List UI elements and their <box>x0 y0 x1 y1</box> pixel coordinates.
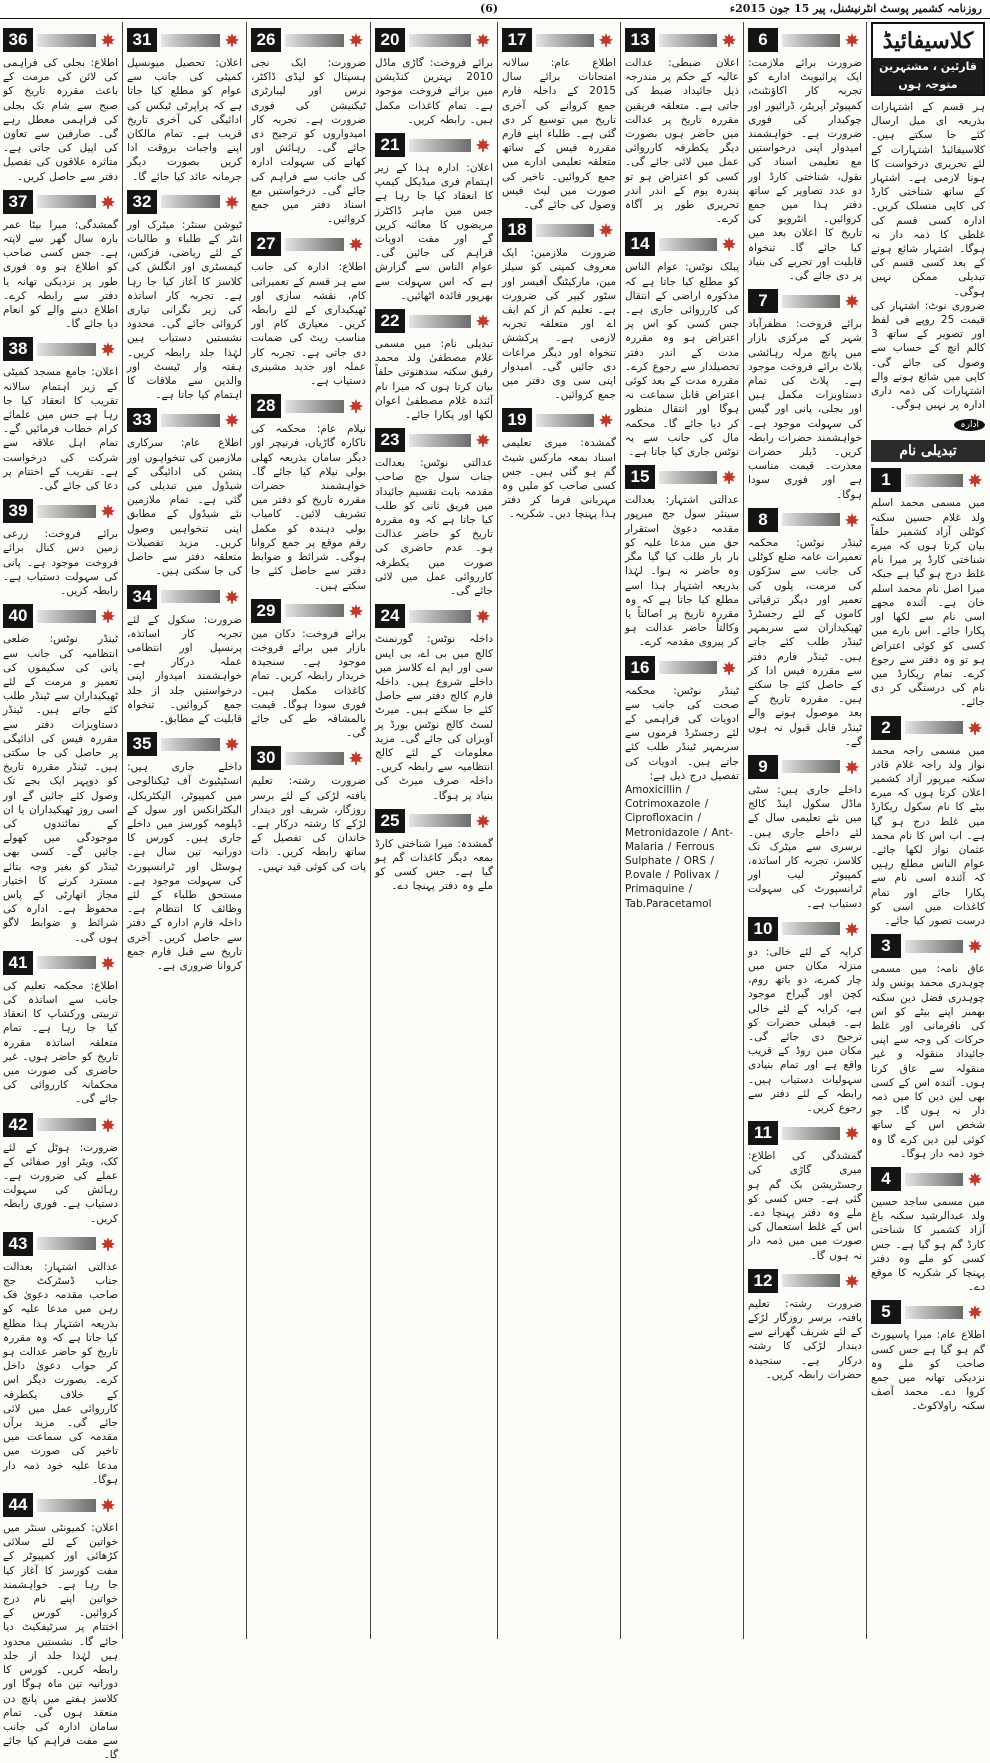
ad-number: 24 <box>375 604 405 628</box>
ad-header <box>871 1166 985 1192</box>
ad-header-bar <box>37 1499 96 1512</box>
ad-number: 44 <box>3 1493 33 1517</box>
ad-header <box>748 1120 862 1146</box>
ad-header <box>375 603 493 629</box>
ad-body: ضرورت رشتہ: تعلیم یافتہ لڑکی کے لئے برسر روزگار، شریف اور دیندار لڑکے کا رشتہ درکار ہے۔ خاندان کی تفصیل کے ساتھ رابطہ کریں۔ ذات پات کی کوئی قید نہیں۔ <box>251 775 366 873</box>
ad-header-bar <box>782 34 840 47</box>
ad-header-bar <box>37 1237 96 1250</box>
maple-leaf-icon <box>100 1117 116 1133</box>
maple-leaf-icon <box>844 293 860 309</box>
ad-header <box>127 584 242 610</box>
ad-header-bar <box>782 513 840 526</box>
ad-number: 7 <box>748 289 778 313</box>
maple-leaf-icon <box>475 432 491 448</box>
column-8 <box>0 22 121 1762</box>
ad-header-bar <box>161 738 220 751</box>
ads-list <box>3 27 118 1763</box>
ad-header-bar <box>905 1306 963 1319</box>
ad-body: عدالتی اشتہار: بعدالت جناب ڈسٹرکٹ جج صاحب مقدمہ دعویٰ فک رہن میں مدعا علیہ کو بذریعہ اشتہار ہذا مطلع کیا جاتا ہے کہ وہ مقررہ تاریخ کو حاضر عدالت ہو کر جواب دعویٰ داخل کرے۔ بصورت دیگر اس کے خلاف یکطرفہ کارروائی عمل میں لائی جائے گی۔ مزید برآں مقدمہ کی سماعت میں تاخیر کی صورت میں مدعا علیہ خود ذمہ دار ہوگا۔ <box>3 1260 118 1486</box>
ad-body: میں مسمی محمد اسلم ولد غلام حسین سکنہ کوٹلی آزاد کشمیر حلفاً بیان کرتا ہوں کہ میرے شناختی کارڈ پر میرا نام غلط درج ہو گیا ہے جبکہ میرا اصل نام محمد اسلم خان ہے۔ آئندہ مجھے اسی نام سے لکھا اور پکارا جائے۔ اس بارے میں کسی کو کوئی اعتراض ہو تو وہ دفتر سے رجوع کرے۔ تمام ریکارڈ میں نام کی درستگی کر دی جائے۔ <box>870 497 985 709</box>
ad-number: 43 <box>3 1232 33 1256</box>
maple-leaf-icon <box>844 1125 860 1141</box>
column-1 <box>868 22 988 1639</box>
ad-header-bar <box>536 34 594 47</box>
ad-body: نیلام عام: محکمہ کی ناکارہ گاڑیاں، فرنیچر اور دیگر سامان بذریعہ کھلی بولی نیلام کیا جائے گا۔ خواہشمند حضرات مقررہ تاریخ کو دفتر میں تشریف لائیں۔ کامیاب بولی دہندہ کو مکمل رقم موقع پر جمع کروانا ہوگی۔ شرائط و ضوابط دفتر سے حاصل کئے جا سکتے ہیں۔ <box>251 423 366 592</box>
ad-header-bar <box>536 224 594 237</box>
ad-body: عدالتی اشتہار: بعدالت سینئر سول جج میرپور مقدمہ دعویٰ استقرار حق میں مدعا علیہ کو بار بار طلب کیا گیا مگر وہ حاضر نہ ہوا۔ لہٰذا بذریعہ اشتہار ہذا اسے مطلع کیا جاتا ہے کہ وہ مقررہ تاریخ پر اصالتاً یا وکالتاً حاضر عدالت ہو کر پیروی مقدمہ کرے۔ <box>625 494 739 649</box>
maple-leaf-icon <box>475 313 491 329</box>
ad-number: 5 <box>871 1300 901 1324</box>
ad-number: 30 <box>251 746 281 770</box>
ad-header-bar <box>536 414 594 427</box>
maple-leaf-icon <box>100 194 116 210</box>
maple-leaf-icon <box>967 472 983 488</box>
ads-list <box>502 27 616 522</box>
ads-list <box>748 27 862 1382</box>
ad-header-bar <box>285 238 344 251</box>
maple-leaf-icon <box>224 412 240 428</box>
maple-leaf-icon <box>721 32 737 48</box>
ad-number: 32 <box>127 190 157 214</box>
issue-date: روزنامہ کشمیر پوسٹ انٹرنیشنل، پیر 15 جون 2015ء <box>729 2 982 15</box>
ad-header-bar <box>905 721 963 734</box>
ad-header-bar <box>782 1127 840 1140</box>
ad-header <box>3 1492 118 1518</box>
section-title: تبدیلی نام <box>871 440 985 462</box>
ad-body: اعلان ضبطی: عدالت عالیہ کے حکم پر مندرجہ ذیل جائیداد ضبط کی جاتی ہے۔ متعلقہ فریقین مقررہ تاریخ پر عدالت میں حاضر ہوں بصورت دیگر یکطرفہ کارروائی عمل میں لائی جائے گی۔ کسی کو اعتراض ہو تو پندرہ یوم کے اندر اندر تحریری طور پر آگاہ کرے۔ <box>625 57 739 226</box>
ad-header-bar <box>37 343 96 356</box>
maple-leaf-icon <box>348 603 364 619</box>
ad-number: 4 <box>871 1167 901 1191</box>
maple-leaf-icon <box>224 32 240 48</box>
maple-leaf-icon <box>100 955 116 971</box>
masthead <box>0 0 990 19</box>
ad-body: عاق نامہ: میں مسمی چوہدری محمد یونس ولد چوہدری فضل دین سکنہ بھمبر اپنے بیٹے کو اس کی نافرمانی اور غلط حرکات کی وجہ سے اپنی جائیداد منقولہ و غیر منقولہ سے عاق کرتا ہوں۔ آئندہ اس کے کسی بھی لین دین کا میں ذمہ دار نہ ہوں گا۔ جو شخص اس کے ساتھ کوئی لین دین کرے گا وہ خود ذمہ دار ہوگا۔ <box>871 963 985 1160</box>
ad-header <box>502 217 616 243</box>
ad-header-bar <box>409 139 471 152</box>
ad-number: 33 <box>127 408 157 432</box>
ad-body: داخلے جاری ہیں: سٹی ماڈل سکول اینڈ کالج میں نئے تعلیمی سال کے لئے داخلے جاری ہیں۔ نرسری سے میٹرک تک کلاسز، تجربہ کار اساتذہ، کمپیوٹر لیب اور ٹرانسپورٹ کی سہولت دستیاب ہے۔ <box>748 783 862 910</box>
ad-header <box>871 715 985 741</box>
ad-header-bar <box>285 34 344 47</box>
column-6 <box>248 22 369 1639</box>
ad-body: گمشدگی کی اطلاع: میری گاڑی کی رجسٹریشن بک گم ہو گئی ہے۔ جس کسی کو ملے وہ دفتر پہنچا دے۔ اس کے غلط استعمال کی صورت میں میں ذمہ دار نہ ہوں گا۔ <box>748 1150 862 1262</box>
ad-header-bar <box>905 1173 963 1186</box>
ad-number: 29 <box>251 599 281 623</box>
ad-header-bar <box>659 661 717 674</box>
ad-body: اطلاع: محکمہ تعلیم کی جانب سے اساتذہ کی تربیتی ورکشاپ کا انعقاد کیا جا رہا ہے۔ تمام متعلقہ اساتذہ مقررہ تاریخ کو حاضر ہوں۔ غیر حاضری کی صورت میں محکمانہ کارروائی کی جائے گی۔ <box>3 979 118 1106</box>
ad-header-bar <box>161 414 220 427</box>
maple-leaf-icon <box>721 469 737 485</box>
ad-header-bar <box>37 956 96 969</box>
ad-number: 34 <box>127 585 157 609</box>
ad-number: 21 <box>375 133 405 157</box>
ad-body: ٹینڈر نوٹس: محکمہ صحت کی جانب سے ادویات کی فراہمی کے لئے رجسٹرڈ فرموں سے سربمہر ٹینڈر طلب کئے جاتے ہیں۔ ادویات کی تفصیل درج ذیل ہے: <box>625 684 739 782</box>
maple-leaf-icon <box>224 589 240 605</box>
ad-number: 16 <box>625 656 655 680</box>
maple-leaf-icon <box>348 398 364 414</box>
ad-header <box>748 507 862 533</box>
ad-header <box>251 231 366 257</box>
ad-header <box>871 933 985 959</box>
ad-header <box>127 731 242 757</box>
ad-number: 40 <box>3 604 33 628</box>
ad-header <box>3 950 118 976</box>
ad-header-bar <box>409 315 471 328</box>
ad-body: اطلاع عام: سالانہ امتحانات برائے سال 2015 کے داخلہ فارم جمع کروانے کی آخری تاریخ میں توسیع کر دی گئی ہے۔ طلباء اپنے فارم مقررہ فیس کے ساتھ متعلقہ تعلیمی ادارے میں جمع کروائیں۔ تاخیر کی صورت میں لیٹ فیس وصول کی جائے گی۔ <box>502 57 616 212</box>
maple-leaf-icon <box>598 412 614 428</box>
ad-number: 31 <box>127 28 157 52</box>
ad-body: اطلاع عام: سرکاری ملازمین کی تنخواہوں اور پنشن کی ادائیگی کے شیڈول میں تبدیلی کی گئی ہے۔ تمام ملازمین نئے شیڈول کے مطابق اپنی تنخواہیں وصول کریں۔ مزید تفصیلات متعلقہ دفتر سے حاصل کی جا سکتی ہیں۔ <box>127 437 242 578</box>
ad-header <box>625 27 739 53</box>
ad-number: 6 <box>748 28 778 52</box>
ad-number: 25 <box>375 809 405 833</box>
ad-number: 12 <box>748 1269 778 1293</box>
ad-number: 42 <box>3 1113 33 1137</box>
ad-header <box>625 231 739 257</box>
maple-leaf-icon <box>100 341 116 357</box>
ad-body: ٹینڈر نوٹس: محکمہ تعمیرات عامہ ضلع کوٹلی کی جانب سے سڑکوں کی مرمت، پلوں کی تعمیر اور دیگر ترقیاتی کاموں کے لئے رجسٹرڈ ٹھیکیداران سے سربمہر ٹینڈر طلب کئے جاتے ہیں۔ ٹینڈر فارم دفتر سے مقررہ فیس ادا کر کے حاصل کئے جا سکتے ہیں۔ مقررہ تاریخ کے بعد موصول ہونے والے ٹینڈر قابل قبول نہ ہوں گے۔ <box>748 536 862 748</box>
ad-header <box>748 288 862 314</box>
ad-header <box>127 189 242 215</box>
maple-leaf-icon <box>721 660 737 676</box>
ad-body: ٹیوشن سنٹر: میٹرک اور انٹر کے طلباء و طالبات کے لئے ریاضی، فزکس، کیمسٹری اور انگلش کی کلاسز کا آغاز کیا جا رہا ہے۔ تجربہ کار اساتذہ کی زیر نگرانی تیاری کروائی جائے گی۔ محدود نشستیں دستیاب ہیں لہٰذا جلد رابطہ کریں۔ ہفتہ وار ٹیسٹ اور والدین سے ملاقات کا اہتمام کیا جاتا ہے۔ <box>127 218 242 402</box>
ad-body: ضرورت رشتہ: تعلیم یافتہ، برسر روزگار لڑکے کے لئے شریف گھرانے سے دیندار لڑکی کا رشتہ درکار ہے۔ سنجیدہ حضرات رابطہ کریں۔ <box>748 1297 862 1381</box>
maple-leaf-icon <box>475 32 491 48</box>
ad-number: 36 <box>3 28 33 52</box>
ad-header <box>625 464 739 490</box>
maple-leaf-icon <box>844 512 860 528</box>
ad-number: 11 <box>748 1121 778 1145</box>
ad-body: میں مسمی راجہ محمد نواز ولد راجہ غلام قادر سکنہ میرپور آزاد کشمیر اعلان کرتا ہوں کہ میرے بیٹے کا نام سکول ریکارڈ میں غلط درج ہو گیا ہے۔ اب اس کا نام محمد عثمان نواز لکھا جائے۔ عوام الناس مطلع رہیں کہ آئندہ اسی نام سے پکارا جائے اور تمام کاغذات میں اسی کو درست تصور کیا جائے۔ <box>871 744 985 927</box>
maple-leaf-icon <box>475 137 491 153</box>
ad-header <box>3 1112 118 1138</box>
ad-header-bar <box>409 610 471 623</box>
maple-leaf-icon <box>967 938 983 954</box>
ad-body: برائے فروخت: گاڑی ماڈل 2010 بہترین کنڈیشن میں برائے فروخت موجود ہے۔ تمام کاغذات مکمل ہیں۔ رابطہ کریں۔ <box>375 57 493 126</box>
ads-list <box>375 27 493 894</box>
ad-header-bar <box>905 474 963 487</box>
ad-header-bar <box>782 760 840 773</box>
ad-number: 22 <box>375 309 405 333</box>
ads-list <box>625 27 739 911</box>
ad-body: برائے فروخت: زرعی زمین دس کنال برائے فروخت موجود ہے۔ پانی کی سہولت دستیاب ہے۔ رابطہ کریں۔ <box>3 528 118 598</box>
classified-intro: ہر قسم کے اشتہارات بذریعہ ای میل ارسال کئے جا سکتے ہیں۔ کلاسیفائیڈ اشتہارات کے لئے تحریری درخواست کا ہونا لازمی ہے۔ اشتہار کے ساتھ شناختی کارڈ کی کاپی منسلک کریں۔ ادارہ کسی قسم کی غلطی کا ذمہ دار نہ ہوگا۔ اشتہار شائع ہونے کے بعد کسی قسم کی تبدیلی ممکن نہیں ہوگی۔ <box>871 101 985 298</box>
ad-body: تبدیلی نام: میں مسمی غلام مصطفیٰ ولد محمد رفیق سکنہ سدھنوتی حلفاً بیان کرتا ہوں کہ میرا نام آئندہ غلام مصطفیٰ اعوان لکھا اور پکارا جائے۔ <box>375 338 493 422</box>
ad-header-bar <box>659 238 717 251</box>
ad-header-bar <box>37 34 96 47</box>
ad-header <box>127 407 242 433</box>
maple-leaf-icon <box>844 759 860 775</box>
ad-body: اطلاع: ادارہ کی جانب سے ہر قسم کے تعمیراتی کام، نقشہ سازی اور ٹھیکیداری کے لئے رابطہ کریں۔ معیاری کام اور مناسب ریٹ کی ضمانت دی جاتی ہے۔ تجربہ کار عملہ اور جدید مشینری دستیاب ہے۔ <box>251 261 366 388</box>
ad-header <box>748 754 862 780</box>
ad-number: 9 <box>748 755 778 779</box>
page-number: (6) <box>480 2 499 15</box>
ad-body: ضرورت ملازمین: ایک معروف کمپنی کو سیلز مین، مارکیٹنگ آفیسر اور سٹور کیپر کی ضرورت ہے۔ تعلیم کم از کم ایف اے اور متعلقہ تجربہ لازمی ہے۔ پرکشش تنخواہ اور دیگر مراعات دی جائیں گی۔ امیدوار اپنی سی وی دفتر میں جمع کروائیں۔ <box>502 247 616 402</box>
maple-leaf-icon <box>844 1273 860 1289</box>
column-4 <box>499 22 619 1639</box>
ad-header-bar <box>409 434 471 447</box>
ad-header-bar <box>782 1274 840 1287</box>
ad-header-bar <box>782 295 840 308</box>
ad-header <box>3 336 118 362</box>
ads-list <box>127 27 242 973</box>
ad-number: 2 <box>871 716 901 740</box>
ad-header <box>502 407 616 433</box>
maple-leaf-icon <box>100 1236 116 1252</box>
ad-body: گمشدہ: میرا شناختی کارڈ بمعہ دیگر کاغذات گم ہو گیا ہے۔ جس کسی کو ملے وہ دفتر پہنچا دے۔ <box>375 837 493 893</box>
ad-number: 18 <box>502 218 532 242</box>
ad-header-bar <box>659 471 717 484</box>
ad-body: پبلک نوٹس: عوام الناس کو مطلع کیا جاتا ہے کہ مذکورہ اراضی کے انتقال کی کارروائی جاری ہے۔ جس کسی کو اس پر اعتراض ہو وہ مقررہ مدت کے اندر دفتر تحصیلدار سے رجوع کرے۔ مقررہ مدت کے بعد کوئی اعتراض قابل سماعت نہ ہوگا اور انتقال منظور کر دیا جائے گا۔ محکمہ مال کی جانب سے یہ نوٹس جاری کیا جاتا ہے۔ <box>625 261 739 459</box>
maple-leaf-icon <box>224 194 240 210</box>
ad-body: ضرورت: سکول کے لئے تجربہ کار اساتذہ، پرنسپل اور انتظامی عملہ درکار ہے۔ خواہشمند امیدوار اپنی درخواستیں جلد از جلد جمع کروائیں۔ تنخواہ قابلیت کے مطابق۔ <box>127 613 242 725</box>
ad-header <box>3 498 118 524</box>
maple-leaf-icon <box>721 236 737 252</box>
column-3 <box>622 22 742 1639</box>
ad-body: اطلاع: بجلی کی فراہمی کی لائن کی مرمت کے باعث مقررہ تاریخ کو صبح سے شام تک بجلی کی فراہمی معطل رہے گی۔ صارفین سے تعاون کی اپیل کی جاتی ہے۔ متاثرہ علاقوں کی تفصیل دفتر سے حاصل کریں۔ <box>3 57 118 183</box>
ad-header <box>375 308 493 334</box>
ad-number: 1 <box>871 468 901 492</box>
ad-header-bar <box>782 922 840 935</box>
ad-body: ضرورت: ہوٹل کے لئے کک، ویٹر اور صفائی کے عملے کی ضرورت ہے۔ رہائش کی سہولت دستیاب ہے۔ فوری رابطہ کریں۔ <box>3 1141 118 1225</box>
ad-number: 27 <box>251 232 281 256</box>
ad-header <box>251 598 366 624</box>
ad-body: عدالتی نوٹس: بعدالت جناب سول جج صاحب مقدمہ بابت تقسیم جائیداد میں فریق ثانی کو طلب کیا جاتا ہے کہ وہ مقررہ تاریخ کو حاضر عدالت ہو۔ عدم حاضری کی صورت میں یکطرفہ کارروائی عمل میں لائی جائے گی۔ <box>375 457 493 598</box>
ad-header <box>748 27 862 53</box>
ad-number: 35 <box>127 732 157 756</box>
maple-leaf-icon <box>224 736 240 752</box>
maple-leaf-icon <box>967 720 983 736</box>
ads-list <box>251 27 366 874</box>
ad-body: داخلہ نوٹس: گورنمنٹ کالج میں بی اے، بی ایس سی اور ایم اے کلاسز میں داخلے شروع ہیں۔ داخلہ فارم کالج دفتر سے حاصل کئے جا سکتے ہیں۔ میرٹ لسٹ کالج نوٹس بورڈ پر آویزاں کی جائے گی۔ مزید معلومات کے لئے کالج انتظامیہ سے رابطہ کریں۔ داخلہ صرف میرٹ کی بنیاد پر ہوگا۔ <box>375 633 493 802</box>
ad-number: 3 <box>871 934 901 958</box>
ad-header-bar <box>37 610 96 623</box>
maple-leaf-icon <box>967 1171 983 1187</box>
ad-header <box>871 467 985 493</box>
column-5 <box>372 22 496 1639</box>
maple-leaf-icon <box>348 32 364 48</box>
maple-leaf-icon <box>348 236 364 252</box>
ad-body: اعلان: تحصیل میونسپل کمیٹی کی جانب سے عوام کو مطلع کیا جاتا ہے کہ پراپرٹی ٹیکس کی ادائیگی کی آخری تاریخ قریب ہے۔ تمام مالکان اپنے واجبات بروقت ادا کریں بصورت دیگر جرمانہ عائد کیا جائے گا۔ <box>127 57 242 183</box>
maple-leaf-icon <box>844 32 860 48</box>
ad-number: 39 <box>3 499 33 523</box>
ad-body: کرایہ کے لئے خالی: دو منزلہ مکان جس میں چار کمرے، دو باتھ روم، کچن اور گیراج موجود ہے، کرایہ کے لئے خالی ہے۔ فیملی حضرات کو ترجیح دی جائے گی۔ مکان مین روڈ کے قریب واقع ہے اور تمام بنیادی سہولیات دستیاب ہیں۔ رابطہ کے لئے دفتر سے رجوع کریں۔ <box>748 945 862 1114</box>
ad-header <box>375 27 493 53</box>
classified-rates: ضروری نوٹ: اشتہار کی قیمت 25 روپے فی لفظ اور تصویر کے ساتھ 3 کالم انچ کے حساب سے وصول کی جائے گی۔ کاپی میں شائع ہونے والے اشتہارات کی ذمہ داری ادارہ پر نہیں ہوگی۔ <box>871 299 985 412</box>
column-2 <box>745 22 865 1639</box>
ad-body: اطلاع عام: میرا پاسپورٹ گم ہو گیا ہے جس کسی صاحب کو ملے وہ نزدیکی تھانہ میں جمع کروا دے۔ محمد آصف سکنہ راولاکوٹ۔ <box>871 1329 985 1413</box>
ad-body: داخلے جاری ہیں: انسٹیٹیوٹ آف ٹیکنالوجی میں کمپیوٹر، الیکٹریکل، الیکٹرانکس اور سول کے ڈپلومہ کورسز میں داخلے جاری ہیں۔ کورس کا دورانیہ تین سال ہے۔ ہوسٹل اور ٹرانسپورٹ کی سہولت موجود ہے۔ مستحق طلباء کے لئے وظائف کا انتظام ہے۔ داخلہ فارم ادارہ کے دفتر سے حاصل کریں۔ آخری تاریخ سے قبل فارم جمع کروانا ضروری ہے۔ <box>127 761 242 972</box>
ad-body: برائے فروخت: دکان مین بازار میں برائے فروخت موجود ہے۔ سنجیدہ خریدار رابطہ کریں۔ تمام کاغذات مکمل ہیں۔ فوری سودا ہوگا۔ قیمت بالمشافہ طے کی جائے گی۔ <box>251 627 366 740</box>
maple-leaf-icon <box>100 1497 116 1513</box>
ads-list <box>871 467 985 1413</box>
maple-leaf-icon <box>100 32 116 48</box>
ad-body: ضرورت: ایک نجی ہسپتال کو لیڈی ڈاکٹر، نرس اور لیبارٹری ٹیکنیشن کی فوری ضرورت ہے۔ تجربہ کار امیدواروں کو ترجیح دی جائے گی۔ رہائش اور کھانے کی سہولت ادارہ کی جانب سے فراہم کی جائے گی۔ درخواستیں مع اسناد دفتر میں جمع کروائیں۔ <box>251 57 366 226</box>
maple-leaf-icon <box>475 608 491 624</box>
maple-leaf-icon <box>348 750 364 766</box>
ad-number: 14 <box>625 232 655 256</box>
ad-number: 37 <box>3 190 33 214</box>
ad-number: 23 <box>375 428 405 452</box>
ad-header <box>251 27 366 53</box>
ad-header <box>375 427 493 453</box>
ad-header-bar <box>37 195 96 208</box>
ad-header-bar <box>285 400 344 413</box>
ad-body: ٹینڈر نوٹس: ضلعی انتظامیہ کی جانب سے پانی کی سکیموں کی تعمیر و مرمت کے لئے ٹھیکیداران سے ٹینڈر طلب کئے جاتے ہیں۔ ٹینڈر دستاویزات دفتر سے مقررہ فیس کی ادائیگی پر حاصل کی جا سکتی ہیں۔ ٹینڈر مقررہ تاریخ کو دوپہر ایک بجے تک وصول کئے جائیں گے اور اسی روز ٹھیکیداران یا ان کے نمائندوں کی موجودگی میں کھولے جائیں گے۔ کسی بھی ٹینڈر کو بغیر وجہ بتائے مسترد کرنے کا اختیار مجاز اتھارٹی کے پاس محفوظ ہے۔ ادارہ کی شرائط و ضوابط لاگو ہوں گی۔ <box>3 633 118 944</box>
ad-header <box>3 1231 118 1257</box>
ad-body: برائے فروخت: مظفرآباد شہر کے مرکزی بازار میں پانچ مرلہ رہائشی پلاٹ برائے فروخت موجود ہے۔ پلاٹ کی تمام دستاویزات مکمل ہیں اور بجلی، پانی اور گیس کی سہولت موجود ہے۔ خواہشمند حضرات رابطہ کریں۔ ڈیلر حضرات معذرت۔ قیمت مناسب ہے اور فوری سودا ہوگا۔ <box>748 318 862 501</box>
ad-header <box>3 603 118 629</box>
maple-leaf-icon <box>100 608 116 624</box>
ad-header-bar <box>285 752 344 765</box>
ad-body: میں مسمی ساجد حسین ولد عبدالرشید سکنہ باغ آزاد کشمیر کا شناختی کارڈ گم ہو گیا ہے۔ جس کسی کو ملے وہ دفتر پہنچا کر شکریہ کا موقع دے۔ <box>871 1196 985 1294</box>
ad-header <box>251 745 366 771</box>
ad-body-latin: Amoxicillin / Cotrimoxazole / Ciprofloxacin / Metronidazole / Ant-Malaria / Ferrous Sulphate / ORS / P.ovale / Polivax / Primaquine / Tab.Paracetamol <box>625 783 734 910</box>
maple-leaf-icon <box>475 813 491 829</box>
classified-subtitle: قارئین ، مشتہرین متوجہ ہوں <box>873 58 983 94</box>
ad-header-bar <box>409 814 471 827</box>
ad-header-bar <box>37 1118 96 1131</box>
ad-number: 28 <box>251 394 281 418</box>
ad-header <box>625 655 739 681</box>
maple-leaf-icon <box>598 222 614 238</box>
ad-number: 17 <box>502 28 532 52</box>
column-7 <box>124 22 245 1639</box>
ad-body: گمشدہ: میری تعلیمی اسناد بمعہ مارکس شیٹ گم ہو گئی ہیں۔ جس کسی صاحب کو ملیں وہ مہربانی فرما کر دفتر ہذا پہنچا دیں۔ شکریہ۔ <box>502 437 616 521</box>
ad-header <box>127 27 242 53</box>
ad-header <box>871 1299 985 1325</box>
ad-header-bar <box>161 34 220 47</box>
office-stamp: ادارہ <box>954 419 985 431</box>
maple-leaf-icon <box>598 32 614 48</box>
ad-body: ضرورت برائے ملازمت: ایک پرائیویٹ ادارے کو تجربہ کار اکاؤنٹنٹ، کمپیوٹر آپریٹر، ڈرائیور اور چوکیدار کی فوری ضرورت ہے۔ خواہشمند امیدوار اپنی درخواستیں مع تعلیمی اسناد کی نقول، شناختی کارڈ اور دو عدد تصاویر کے ساتھ دفتر ہذا میں جمع کروائیں۔ انٹرویو کی تاریخ کا اعلان بعد میں کیا جائے گا۔ تنخواہ قابلیت اور تجربے کی بنیاد پر دی جائے گی۔ <box>748 57 862 283</box>
ad-header <box>375 808 493 834</box>
ad-number: 15 <box>625 465 655 489</box>
maple-leaf-icon <box>967 1304 983 1320</box>
maple-leaf-icon <box>844 921 860 937</box>
ad-number: 13 <box>625 28 655 52</box>
ad-number: 8 <box>748 508 778 532</box>
ad-header <box>3 189 118 215</box>
maple-leaf-icon <box>100 503 116 519</box>
ad-header <box>375 132 493 158</box>
ad-header-bar <box>285 604 344 617</box>
ad-number: 41 <box>3 951 33 975</box>
ad-header <box>748 916 862 942</box>
ad-header-bar <box>161 590 220 603</box>
classified-header <box>871 22 985 96</box>
ad-header <box>251 393 366 419</box>
ad-number: 26 <box>251 28 281 52</box>
ad-header <box>3 27 118 53</box>
ad-body: گمشدگی: میرا بیٹا عمر بارہ سال گھر سے لاپتہ ہے۔ جس کسی صاحب کو اطلاع ہو وہ فوری طور پر نزدیکی تھانہ یا دفتر سے رابطہ کرے۔ اطلاع دینے والے کو انعام دیا جائے گا۔ <box>3 218 118 331</box>
ad-header-bar <box>161 195 220 208</box>
ad-number: 10 <box>748 917 778 941</box>
ad-number: 38 <box>3 337 33 361</box>
ad-number: 19 <box>502 408 532 432</box>
ad-body: اعلان: جامع مسجد کمیٹی کے زیر اہتمام سالانہ تقریب کا انعقاد کیا جا رہا ہے جس میں علمائے کرام خطاب فرمائیں گے۔ تمام اہل علاقہ سے شرکت کی درخواست ہے۔ تقریب کے اختتام پر دعا کی جائے گی۔ <box>3 366 118 493</box>
ad-header-bar <box>37 505 96 518</box>
ad-header-bar <box>905 940 963 953</box>
ad-header <box>748 1268 862 1294</box>
ad-body: اعلان: کمیونٹی سنٹر میں خواتین کے لئے سلائی کڑھائی اور کمپیوٹر کے مفت کورسز کا آغاز کیا جا رہا ہے۔ خواہشمند خواتین اپنے نام درج کروائیں۔ کورس کے اختتام پر سرٹیفکیٹ دیا جائے گا۔ نشستیں محدود ہیں لہٰذا جلد از جلد رابطہ کریں۔ کورس کا دورانیہ تین ماہ ہوگا اور کلاسز ہفتے میں پانچ دن منعقد ہوں گی۔ تمام سامان ادارہ کی جانب سے مفت فراہم کیا جائے گا۔ <box>3 1522 118 1762</box>
ad-header-bar <box>409 34 471 47</box>
ad-number: 20 <box>375 28 405 52</box>
ad-header <box>502 27 616 53</box>
ad-header-bar <box>659 34 717 47</box>
ad-body: اعلان: ادارہ ہذا کے زیر اہتمام فری میڈیکل کیمپ کا انعقاد کیا جا رہا ہے جس میں ماہر ڈاکٹرز مریضوں کا معائنہ کریں گے اور مفت ادویات فراہم کی جائیں گی۔ عوام الناس سے گزارش ہے کہ اس سہولت سے بھرپور فائدہ اٹھائیں۔ <box>375 162 493 302</box>
classified-title: کلاسیفائیڈ <box>882 28 974 54</box>
